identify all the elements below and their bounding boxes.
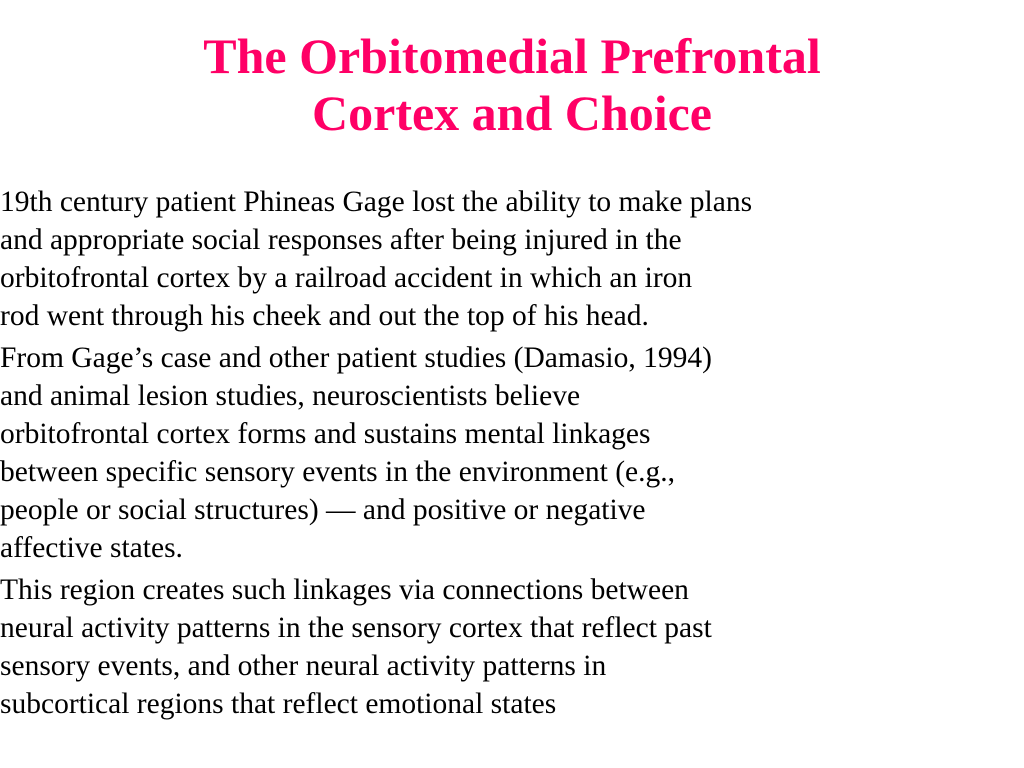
slide-title-line-2: Cortex and Choice <box>312 85 712 141</box>
bullet-line: and appropriate social responses after being injured in the <box>0 224 682 256</box>
bullet-line: From Gage’s case and other patient studies (Damasio, 1994) <box>0 342 712 374</box>
bullet-line: people or social structures) — and positive or negative <box>0 494 646 526</box>
bullet-line: orbitofrontal cortex by a railroad accident in which an iron <box>0 262 693 294</box>
bullet-line: neural activity patterns in the sensory cortex that reflect past <box>0 612 712 644</box>
bullet-line: between specific sensory events in the environment (e.g., <box>0 456 675 488</box>
bullet-line: sensory events, and other neural activity patterns in <box>0 650 607 682</box>
bullet-line: orbitofrontal cortex forms and sustains mental linkages <box>0 418 651 450</box>
bullet-line: This region creates such linkages via connections between <box>0 574 689 606</box>
bullet-phineas-gage <box>0 183 1018 335</box>
bullet-line: rod went through his cheek and out the top of his head. <box>0 300 649 332</box>
bullet-line: subcortical regions that reflect emotional states <box>0 688 557 720</box>
bullet-list <box>0 183 1018 727</box>
slide-title <box>0 28 1024 142</box>
bullet-line: affective states. <box>0 532 183 564</box>
slide-title-line-1: The Orbitomedial Prefrontal <box>203 28 821 84</box>
bullet-linkages <box>0 571 1018 723</box>
bullet-line: and animal lesion studies, neuroscientists believe <box>0 380 581 412</box>
bullet-line: 19th century patient Phineas Gage lost the ability to make plans <box>0 186 753 218</box>
bullet-lesion-studies <box>0 339 1018 567</box>
